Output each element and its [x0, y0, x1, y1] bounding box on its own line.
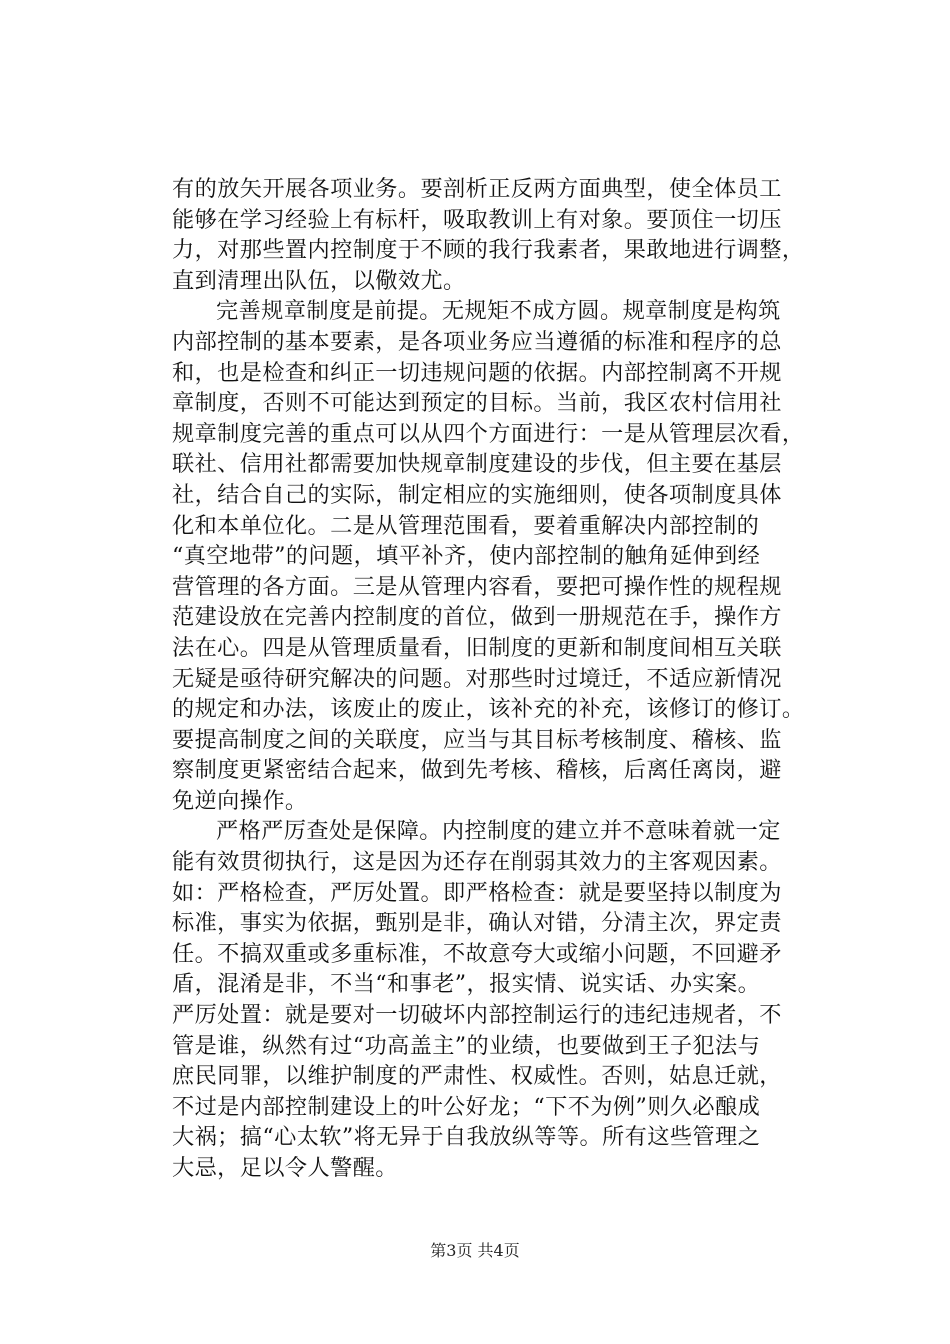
text-line: 管是谁，纵然有过“功高盖主”的业绩，也要做到王子犯法与: [172, 1032, 761, 1059]
text-line: 标准，事实为依据，甄别是非，确认对错，分清主次，界定责: [172, 910, 782, 937]
paragraph-start-line: 严格严厉查处是保障。内控制度的建立并不意味着就一定: [216, 818, 781, 845]
text-line: 盾，混淆是非，不当“和事老”，报实情、说实话、办实案。: [172, 971, 761, 998]
text-line: 规章制度完善的重点可以从四个方面进行：一是从管理层次看，: [172, 420, 805, 447]
paragraph-start-line: 完善规章制度是前提。无规矩不成方圆。规章制度是构筑: [216, 298, 781, 325]
page-number-label: 第3页 共4页: [430, 1241, 520, 1260]
text-line: 化和本单位化。二是从管理范围看，要着重解决内部控制的: [172, 512, 760, 539]
text-line: 如：严格检查，严厉处置。即严格检查：就是要坚持以制度为: [172, 879, 782, 906]
text-line: 社，结合自己的实际，制定相应的实施细则，使各项制度具体: [172, 481, 782, 508]
text-line: 营管理的各方面。三是从管理内容看，要把可操作性的规程规: [172, 573, 782, 600]
text-line: 庶民同罪，以维护制度的严肃性、权威性。否则，姑息迁就，: [172, 1063, 782, 1090]
body-text: [172, 174, 805, 1184]
text-line: 直到清理出队伍，以儆效尤。: [172, 267, 466, 294]
text-line: 大祸；搞“心太软”将无异于自我放纵等等。所有这些管理之: [172, 1124, 761, 1151]
text-line: 不过是内部控制建设上的叶公好龙；“下不为例”则久必酿成: [172, 1093, 761, 1120]
text-line: 联社、信用社都需要加快规章制度建设的步伐，但主要在基层: [172, 451, 782, 478]
text-line: 力，对那些置内控制度于不顾的我行我素者，果敢地进行调整，: [172, 237, 805, 264]
text-line: 察制度更紧密结合起来，做到先考核、稽核，后离任离岗，避: [172, 757, 782, 784]
text-line: 免逆向操作。: [172, 787, 308, 814]
text-line: 大忌，足以令人警醒。: [172, 1155, 398, 1181]
text-line: 范建设放在完善内控制度的首位，做到一册规范在手，操作方: [172, 604, 782, 631]
text-line: 要提高制度之间的关联度，应当与其目标考核制度、稽核、监: [172, 726, 782, 753]
text-line: 法在心。四是从管理质量看，旧制度的更新和制度间相互关联: [172, 634, 782, 661]
text-line: 内部控制的基本要素，是各项业务应当遵循的标准和程序的总: [172, 328, 782, 355]
page-footer: [0, 1240, 950, 1262]
text-line: 能有效贯彻执行，这是因为还存在削弱其效力的主客观因素。: [172, 849, 782, 876]
text-line: 任。不搞双重或多重标准，不故意夸大或缩小问题，不回避矛: [172, 940, 782, 967]
text-line: 有的放矢开展各项业务。要剖析正反两方面典型，使全体员工: [172, 176, 782, 202]
text-line: 严厉处置：就是要对一切破坏内部控制运行的违纪违规者，不: [172, 1002, 782, 1029]
text-line: 和，也是检查和纠正一切违规问题的依据。内部控制离不开规: [172, 359, 782, 386]
text-line: 章制度，否则不可能达到预定的目标。当前，我区农村信用社: [172, 390, 782, 417]
text-line: “真空地带”的问题，填平补齐，使内部控制的触角延伸到经: [172, 543, 761, 570]
text-line: 能够在学习经验上有标杆，吸取教训上有对象。要顶住一切压: [172, 206, 782, 233]
text-line: 的规定和办法，该废止的废止，该补充的补充，该修订的修订。: [172, 696, 805, 723]
text-line: 无疑是亟待研究解决的问题。对那些时过境迁，不适应新情况: [172, 665, 782, 692]
